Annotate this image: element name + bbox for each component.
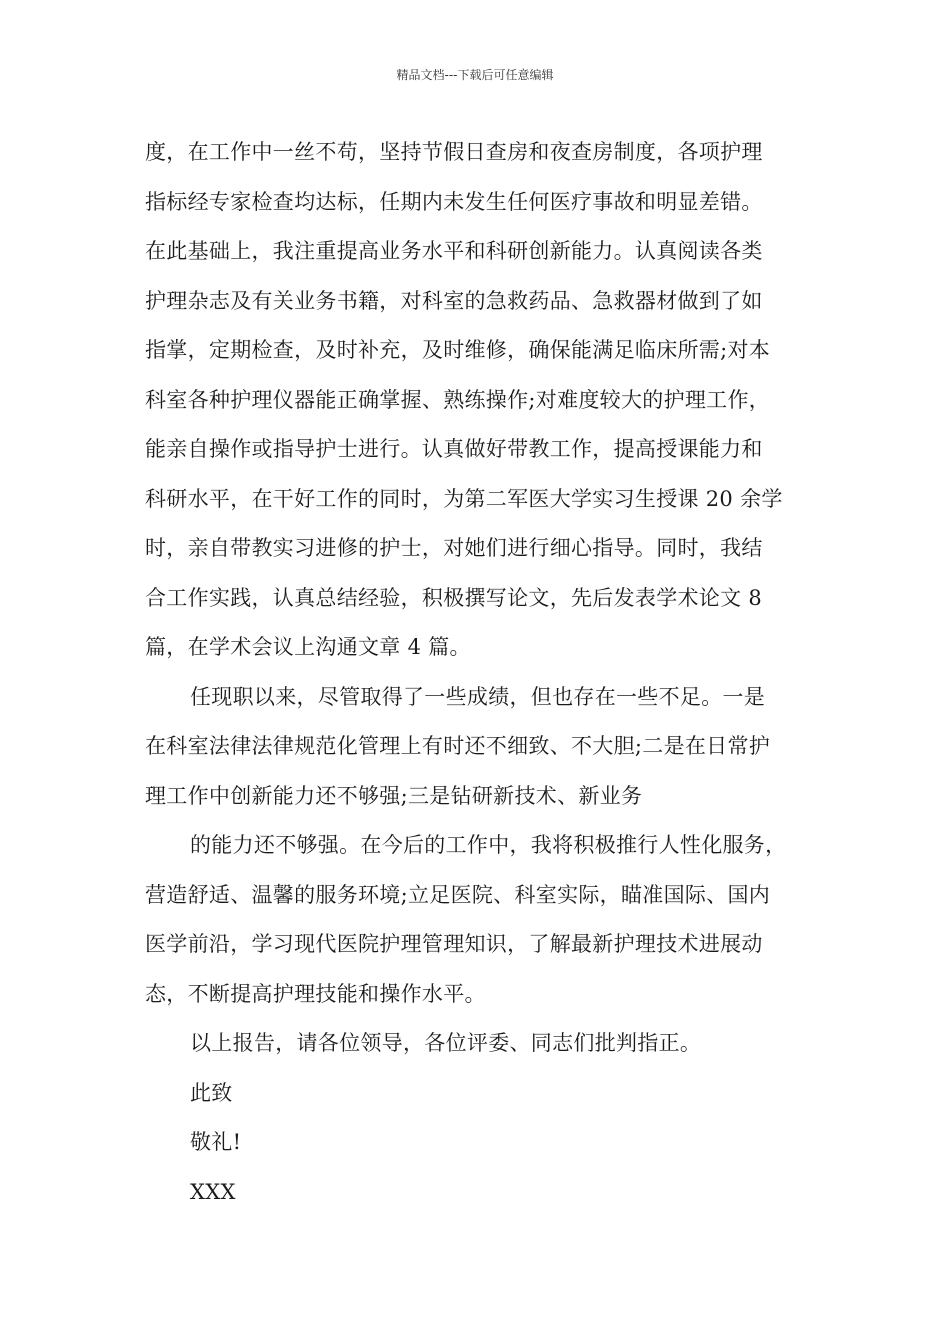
signature: XXX (190, 1179, 236, 1204)
paragraph (145, 823, 815, 1021)
text-line: 度，在工作中一丝不苟，坚持节假日查房和夜查房制度，各项护理 (145, 140, 763, 164)
closing-block (145, 1071, 815, 1220)
text-line: 在此基础上，我注重提高业务水平和科研创新能力。认真阅读各类 (145, 239, 763, 263)
text-line: 护理杂志及有关业务书籍，对科室的急救药品、急救器材做到了如 (145, 288, 763, 313)
text-line: 合工作实践，认真总结经验，积极撰写论文，先后发表学术论文 8 (145, 585, 763, 610)
text-line: 指标经专家检查均达标，任期内未发生任何医疗事故和明显差错。 (145, 189, 763, 214)
text-line: 态，不断提高护理技能和操作水平。 (145, 981, 486, 1006)
document-body (145, 130, 815, 1219)
text-line: 篇，在学术会议上沟通文章 4 篇。 (145, 635, 471, 659)
text-line: 任现职以来，尽管取得了一些成绩，但也存在一些不足。一是 (190, 684, 766, 709)
text-line: 营造舒适、温馨的服务环境;立足医院、科室实际，瞄准国际、国内 (145, 882, 771, 907)
text-line: 科研水平，在干好工作的同时，为第二军医大学实习生授课 20 余学 (145, 486, 783, 511)
text-line: 的能力还不够强。在今后的工作中，我将积极推行人性化服务， (190, 833, 787, 857)
text-line: 能亲自操作或指导护士进行。认真做好带教工作，提高授课能力和 (145, 437, 763, 461)
text-line: 在科室法律法律规范化管理上有时还不细致、不大胆;二是在日常护 (145, 734, 771, 758)
text-line: 科室各种护理仪器能正确掌握、熟练操作;对难度较大的护理工作， (145, 387, 771, 412)
text-line: 医学前沿，学习现代医院护理管理知识，了解最新护理技术进展动 (145, 932, 763, 956)
text-line: 以上报告，请各位领导，各位评委、同志们批判指正。 (190, 1031, 702, 1055)
paragraph (145, 1021, 815, 1071)
paragraph (145, 130, 815, 675)
page-header: 精品文档---下载后可任意编辑 (396, 68, 554, 82)
text-line: 指掌，定期检查，及时补充，及时维修，确保能满足临床所需;对本 (145, 338, 771, 362)
text-line: 理工作中创新能力还不够强;三是钻研新技术、新业务 (145, 783, 643, 808)
closing-regards: 敬礼! (190, 1130, 242, 1154)
closing-salutation: 此致 (190, 1080, 233, 1105)
text-line: 时，亲自带教实习进修的护士，对她们进行细心指导。同时，我结 (145, 536, 763, 560)
paragraph (145, 675, 815, 824)
